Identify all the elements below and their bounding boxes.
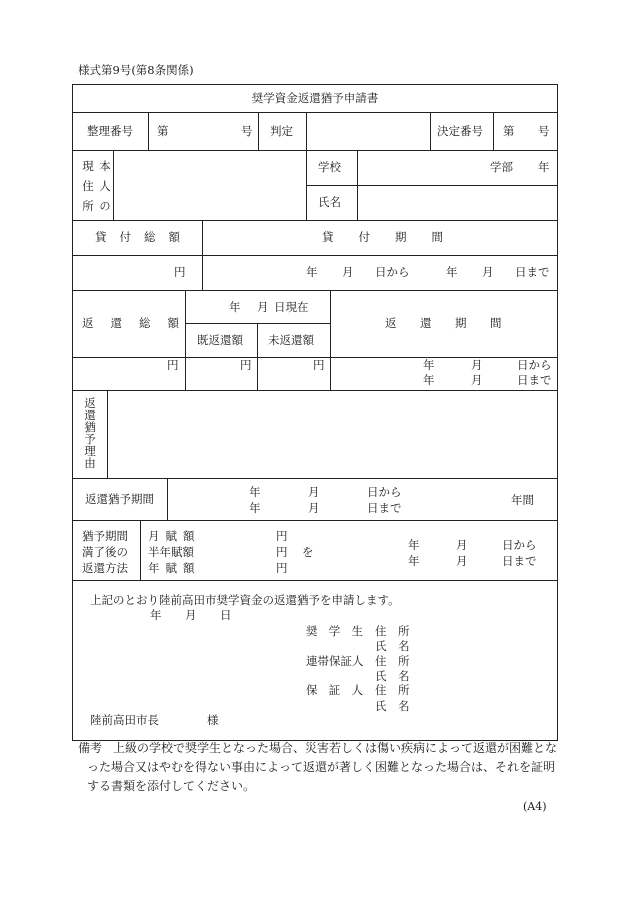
repayment-period-from-day: 日から xyxy=(517,358,552,372)
rule-h xyxy=(72,255,558,256)
rule-h xyxy=(72,390,558,391)
annual-installment-unit: 円 xyxy=(276,561,288,575)
rule-v xyxy=(185,290,186,390)
deferral-duration-unit: 年間 xyxy=(511,493,534,507)
remarks-line: った場合又はやむを得ない事由によって返還が著しく困難となった場合は、それを証明 xyxy=(87,760,556,774)
repayment-period-label: 返還期間 xyxy=(385,316,525,330)
loan-period-to-month: 月 xyxy=(482,265,494,279)
rule-h xyxy=(72,112,558,113)
signer-name-label: 氏名 xyxy=(375,639,421,653)
judgment-label: 判定 xyxy=(270,124,293,138)
declaration-date-month: 月 xyxy=(185,608,197,622)
rule-v xyxy=(202,220,203,290)
signer-name-label: 氏名 xyxy=(375,699,421,713)
semiannual-installment-unit: 円 xyxy=(276,545,288,559)
repayment-total-unit: 円 xyxy=(167,358,179,372)
rule-v xyxy=(258,112,259,150)
post-deferral-label-line: 返還方法 xyxy=(82,561,128,575)
rule-v xyxy=(148,112,149,150)
deferral-period-label: 返還猶予期間 xyxy=(85,492,154,506)
post-deferral-from-year: 年 xyxy=(408,538,420,552)
repaid-amount-unit: 円 xyxy=(240,358,252,372)
deferral-period-to-day: 日まで xyxy=(367,501,402,515)
rule-v xyxy=(306,150,307,220)
faculty-suffix: 学部 xyxy=(490,160,513,174)
name-label: 氏名 xyxy=(318,195,341,209)
address-label-left: 現住所 xyxy=(81,160,95,220)
deferral-period-from-day: 日から xyxy=(367,485,402,499)
form-table-frame xyxy=(72,84,558,741)
rule-v xyxy=(493,112,494,150)
deferral-period-from-year: 年 xyxy=(249,485,261,499)
rule-v xyxy=(330,290,331,390)
semiannual-installment-label: 半年賦額 xyxy=(148,545,194,559)
loan-total-label: 貸付総額 xyxy=(95,230,193,244)
loan-period-from-year: 年 xyxy=(306,265,318,279)
signer-role-guarantor: 保証人 xyxy=(306,683,375,697)
management-number-label: 整理番号 xyxy=(87,124,133,138)
repayment-period-from-month: 月 xyxy=(471,358,483,372)
rule-v xyxy=(140,520,141,580)
school-label: 学校 xyxy=(318,160,341,174)
rule-h xyxy=(72,478,558,479)
rule-h xyxy=(72,150,558,151)
post-deferral-to-year: 年 xyxy=(408,554,420,568)
post-deferral-from-day: 日から xyxy=(502,538,537,552)
grade-suffix: 年 xyxy=(538,160,550,174)
repayment-period-to-year: 年 xyxy=(423,373,435,387)
management-number-prefix: 第 xyxy=(157,124,169,138)
form-number: 様式第9号(第8条関係) xyxy=(78,63,194,77)
repayment-total-label: 返還総額 xyxy=(82,316,196,330)
rule-v xyxy=(257,323,258,390)
remarks-label: 備考 xyxy=(78,741,103,755)
post-deferral-to-month: 月 xyxy=(456,554,468,568)
address-label-right: 本人の xyxy=(98,160,112,220)
unpaid-amount-label: 未返還額 xyxy=(268,333,314,347)
loan-period-to-day: 日まで xyxy=(515,265,550,279)
rule-v xyxy=(107,390,108,478)
rule-v xyxy=(306,112,307,150)
annual-installment-label: 年賦額 xyxy=(148,561,201,575)
declaration-date-year: 年 xyxy=(150,608,162,622)
remarks-line: する書類を添付してください。 xyxy=(87,779,256,793)
loan-period-to-year: 年 xyxy=(446,265,458,279)
as-of-month: 月 xyxy=(257,300,269,314)
declaration-statement: 上記のとおり陸前高田市奨学資金の返還猶予を申請します。 xyxy=(90,593,400,607)
rule-h xyxy=(72,520,558,521)
decision-number-prefix: 第 xyxy=(503,124,515,138)
rule-h xyxy=(72,290,558,291)
deferral-reason-label: 返還猶予理由 xyxy=(83,397,97,469)
loan-period-from-day: 日から xyxy=(375,265,410,279)
signer-address-label: 住所 xyxy=(375,683,421,697)
deferral-period-to-month: 月 xyxy=(308,501,320,515)
post-deferral-label-line: 猶予期間 xyxy=(82,529,128,543)
post-deferral-to-day: 日まで xyxy=(502,554,537,568)
deferral-period-to-year: 年 xyxy=(249,501,261,515)
decision-number-suffix: 号 xyxy=(538,124,550,138)
remarks-line: 上級の学校で奨学生となった場合、災害若しくは傷い疾病によって返還が困難とな xyxy=(113,741,558,755)
rule-v xyxy=(430,112,431,150)
signer-role-joint-guarantor: 連帯保証人 xyxy=(306,654,364,668)
rule-h xyxy=(306,185,558,186)
declaration-date-day: 日 xyxy=(220,608,232,622)
unpaid-amount-unit: 円 xyxy=(313,358,325,372)
post-deferral-from-month: 月 xyxy=(456,538,468,552)
repaid-amount-label: 既返還額 xyxy=(197,333,243,347)
installment-particle: を xyxy=(302,545,314,559)
decision-number-label: 決定番号 xyxy=(437,124,483,138)
signer-role-student: 奨学生 xyxy=(306,624,375,638)
deferral-period-from-month: 月 xyxy=(308,485,320,499)
loan-period-from-month: 月 xyxy=(342,265,354,279)
loan-total-unit: 円 xyxy=(174,265,186,279)
signer-name-label: 氏名 xyxy=(375,669,421,683)
repayment-period-from-year: 年 xyxy=(423,358,435,372)
addressee: 陸前高田市長 xyxy=(90,713,159,727)
monthly-installment-label: 月賦額 xyxy=(148,529,201,543)
management-number-suffix: 号 xyxy=(241,124,253,138)
rule-h xyxy=(72,220,558,221)
rule-h xyxy=(72,580,558,581)
monthly-installment-unit: 円 xyxy=(276,529,288,543)
as-of-day: 日現在 xyxy=(274,300,309,314)
repayment-period-to-month: 月 xyxy=(471,373,483,387)
repayment-period-to-day: 日まで xyxy=(517,373,552,387)
signer-address-label: 住所 xyxy=(375,654,421,668)
form-title: 奨学資金返還猶予申請書 xyxy=(251,91,379,105)
rule-v xyxy=(167,478,168,520)
loan-period-label: 貸付期間 xyxy=(322,230,468,244)
addressee-honorific: 様 xyxy=(207,713,219,727)
paper-size: (A4) xyxy=(523,800,547,813)
as-of-year: 年 xyxy=(229,300,241,314)
rule-v xyxy=(113,150,114,220)
post-deferral-label-line: 満了後の xyxy=(82,545,128,559)
signer-address-label: 住所 xyxy=(375,624,421,638)
rule-v xyxy=(357,150,358,220)
